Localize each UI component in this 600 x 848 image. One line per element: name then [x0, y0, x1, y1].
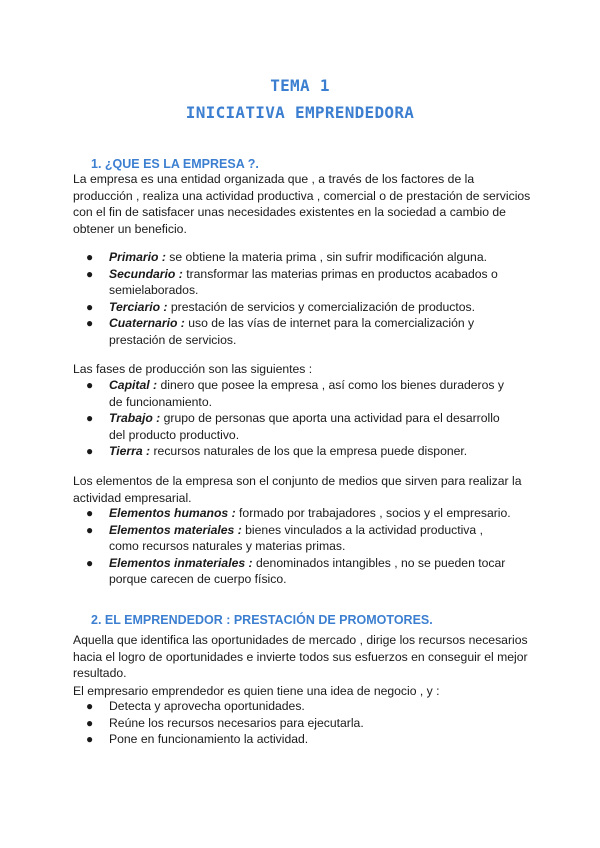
list-item: ● Secundario : transformar las materias primas en productos acabados o semielaborados.	[86, 266, 498, 297]
bullet-icon: ●	[86, 250, 94, 264]
elements-list	[73, 505, 513, 588]
sectors-list	[73, 249, 513, 348]
list-item: ● Elementos materiales : bienes vinculados a la actividad productiva , como recursos naturales y materias primas.	[86, 522, 483, 553]
list-item: ● Elementos humanos : formado por trabajadores , socios y el empresario.	[86, 506, 511, 520]
list-item: ● Cuaternario : uso de las vías de internet para la comercialización y prestación de servicios.	[86, 316, 475, 347]
list-item: ● Tierra : recursos naturales de los que la empresa puede disponer.	[86, 444, 468, 458]
bullet-icon: ●	[86, 411, 94, 425]
list-item: ● Terciario : prestación de servicios y comercialización de productos.	[86, 299, 476, 314]
document-title: TEMA 1	[270, 76, 330, 95]
list-item: ● Trabajo : grupo de personas que aporta una actividad para el desarrollo del producto productivo.	[86, 411, 500, 442]
list-item: ● Reúne los recursos necesarios para ejecutarla.	[86, 715, 364, 730]
list-item: ● Capital : dinero que posee la empresa , así como los bienes duraderos y de funcionamiento.	[86, 378, 504, 409]
phases-list	[73, 377, 513, 460]
bullet-icon: ●	[86, 715, 94, 730]
section-2-intro: Aquella que identifica las oportunidades de mercado , dirige los recursos necesarios hacia el logro de oportunidades e invierte todos sus esfuerzos en conseguir el mejor resultado.	[73, 633, 528, 680]
bullet-icon: ●	[86, 506, 94, 520]
section-2-heading: 2. EL EMPRENDEDOR : PRESTACIÓN DE PROMOTORES.	[91, 613, 433, 627]
bullet-icon: ●	[86, 444, 94, 458]
list-item: ● Elementos inmateriales : denominados intangibles , no se pueden tocar porque carecen de cuerpo físico.	[86, 555, 506, 586]
list-item: ● Pone en funcionamiento la actividad.	[86, 732, 309, 746]
entrepreneur-list	[73, 698, 513, 748]
section-1-heading: 1. ¿QUE ES LA EMPRESA ?.	[91, 157, 259, 171]
bullet-icon: ●	[86, 732, 94, 746]
bullet-icon: ●	[86, 699, 94, 713]
document-subtitle: INICIATIVA EMPRENDEDORA	[185, 103, 415, 122]
section-2-intro-2: El empresario emprendedor es quien tiene una idea de negocio , y :	[73, 684, 440, 698]
list-item: ● Detecta y aprovecha oportunidades.	[86, 699, 305, 713]
section-1-intro: La empresa es una entidad organizada que , a través de los factores de la producción , realiza una actividad productiva , comercial o de prestación de servicios con el fin de satisfacer unas necesidades existentes en la sociedad a cambio de obtener un beneficio.	[73, 172, 531, 236]
bullet-icon: ●	[86, 299, 94, 314]
bullet-icon: ●	[86, 522, 94, 537]
bullet-icon: ●	[86, 266, 94, 281]
list-item: ● Primario : se obtiene la materia prima , sin sufrir modificación alguna.	[86, 250, 487, 264]
elements-intro: Los elementos de la empresa son el conjunto de medios que sirven para realizar la actividad empresarial.	[73, 474, 522, 505]
bullet-icon: ●	[86, 378, 94, 392]
bullet-icon: ●	[86, 555, 94, 570]
bullet-icon: ●	[86, 316, 94, 330]
phases-intro: Las fases de producción son las siguientes :	[73, 362, 313, 376]
